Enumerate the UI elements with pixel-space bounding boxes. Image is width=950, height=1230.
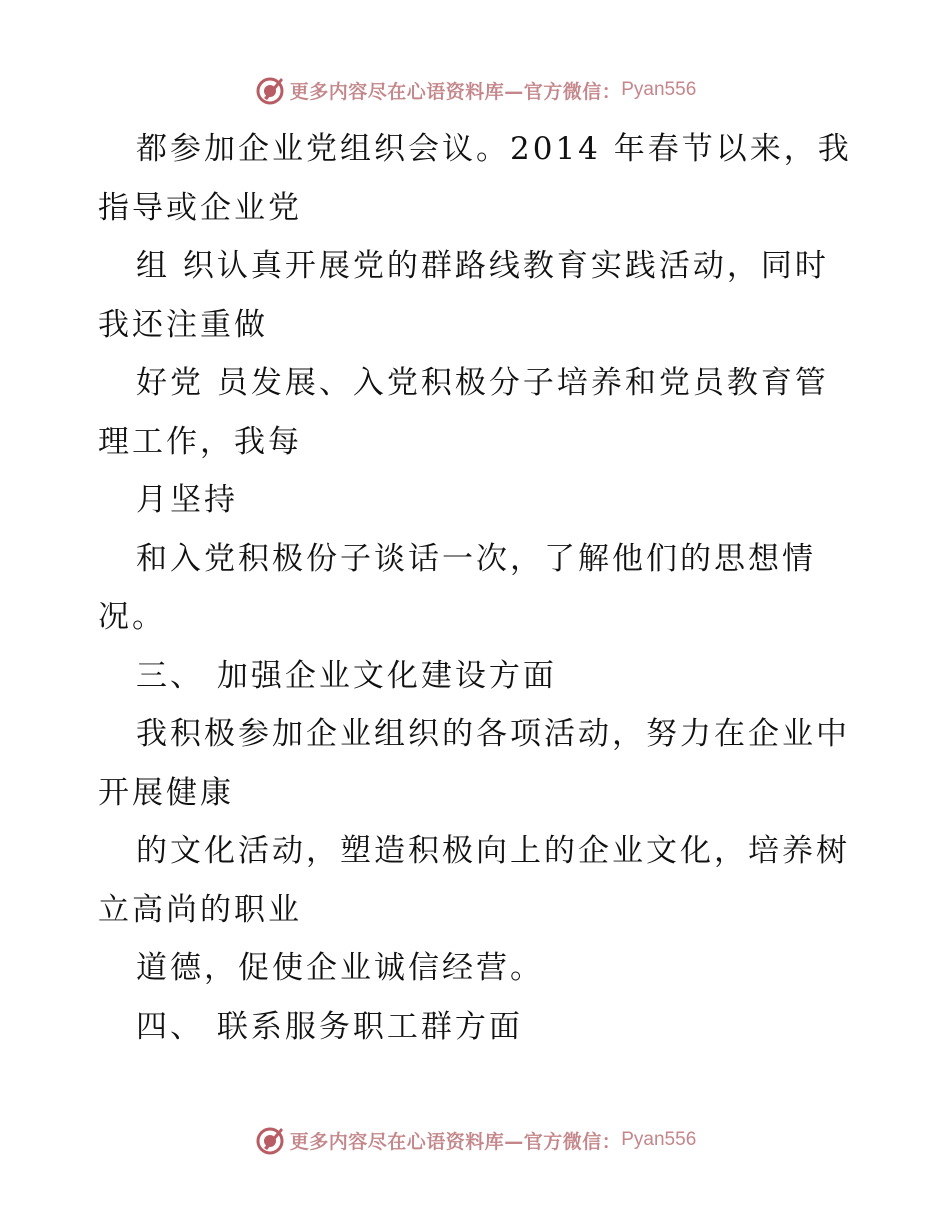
footer-banner xyxy=(0,1120,950,1160)
wechat-id: Pyan556 xyxy=(621,79,697,100)
text-line: 况。 xyxy=(98,599,166,635)
text-line: 立高尚的职业 xyxy=(98,891,302,928)
pen-logo-icon xyxy=(254,74,286,106)
text-line: 指导或企业党 xyxy=(98,189,302,226)
text-line: 四、 联系服务职工群方面 xyxy=(136,1008,523,1045)
text-line: 好党 员发展、入党积极分子培养和党员教育管 xyxy=(136,365,829,401)
text-line: 理工作，我每 xyxy=(98,423,302,460)
text-line: 都参加企业党组织会议。2014 年春节以来，我 xyxy=(136,131,852,167)
text-line: 我积极参加企业组织的各项活动，努力在企业中 xyxy=(136,716,850,752)
banner-text: 更多内容尽在心语资料库—官方微信： xyxy=(289,80,622,103)
pen-logo-icon xyxy=(254,1124,286,1156)
text-line: 道德，促使企业诚信经营。 xyxy=(136,950,544,986)
header-banner xyxy=(0,70,950,110)
text-line: 三、 加强企业文化建设方面 xyxy=(136,657,557,694)
text-line: 月坚持 xyxy=(136,482,238,518)
text-line: 开展健康 xyxy=(98,774,234,811)
text-line: 我还注重做 xyxy=(98,306,268,343)
text-line: 和入党积极份子谈话一次，了解他们的思想情 xyxy=(136,540,816,577)
document-body xyxy=(98,120,858,1056)
text-line: 的文化活动，塑造积极向上的企业文化，培养树 xyxy=(136,833,850,869)
text-line: 组 织认真开展党的群路线教育实践活动，同时 xyxy=(136,248,829,284)
wechat-id: Pyan556 xyxy=(621,1129,697,1150)
banner-text: 更多内容尽在心语资料库—官方微信： xyxy=(289,1130,622,1153)
